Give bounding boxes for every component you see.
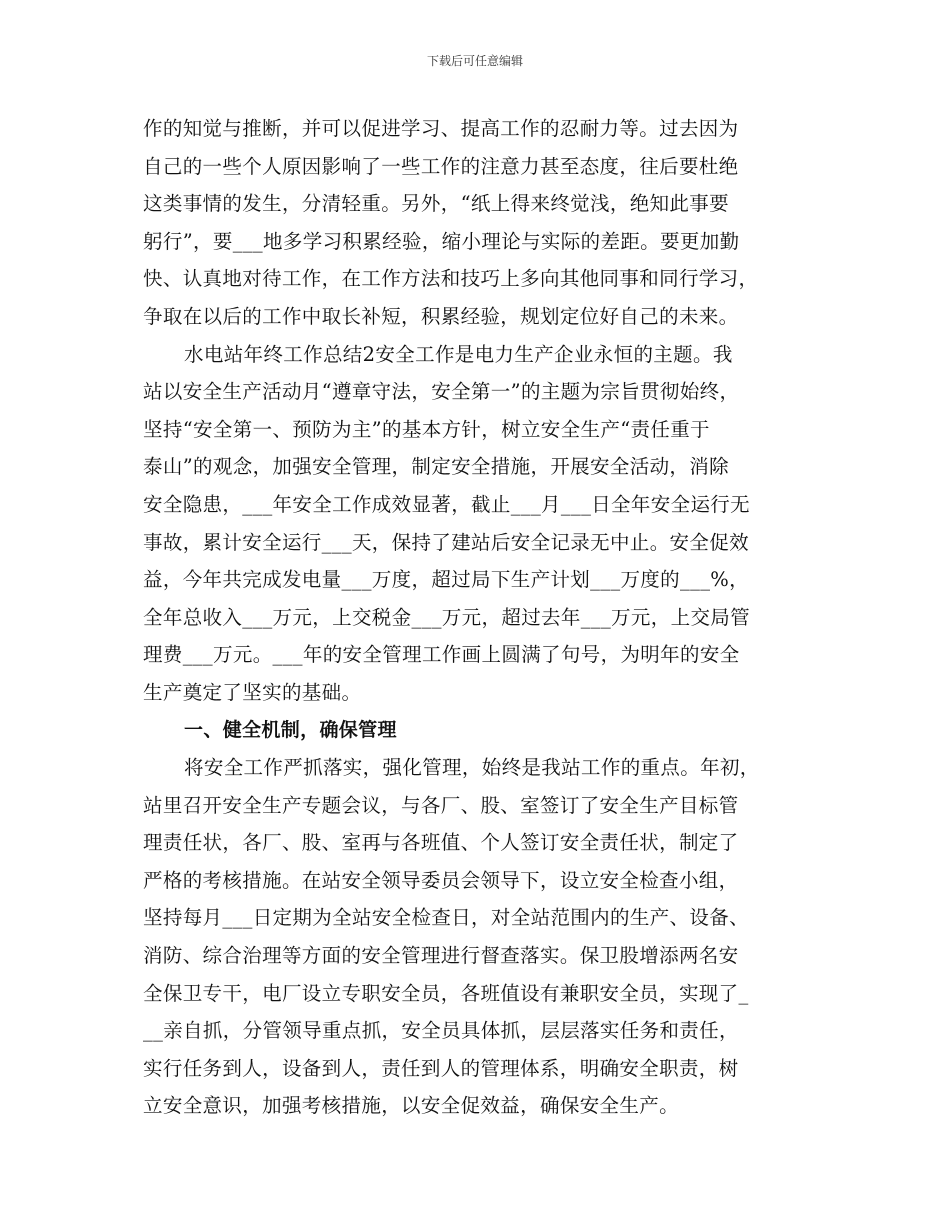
text-line: 作的知觉与推断，并可以促进学习、提高工作的忍耐力等。过去因为 bbox=[143, 117, 739, 140]
text-line: __亲自抓，分管领导重点抓，安全员具体抓，层层落实任务和责任， bbox=[143, 1019, 739, 1043]
page-header: 下载后可任意编辑 bbox=[426, 54, 523, 68]
text-line: 安全隐患，___年安全工作成效显著，截止___月___日全年安全运行无 bbox=[143, 492, 751, 516]
text-line: 坚持每月___日定期为全站安全检查日，对全站范围内的生产、设备、 bbox=[143, 906, 749, 930]
text-line: 自己的一些个人原因影响了一些工作的注意力甚至态度，往后要杜绝 bbox=[143, 154, 739, 178]
text-line: 益，今年共完成发电量___万度，超过局下生产计划___万度的___%， bbox=[143, 568, 750, 592]
text-line: 这类事情的发生，分清轻重。另外，“纸上得来终觉浅，绝知此事要 bbox=[143, 192, 729, 216]
text-line: 理责任状，各厂、股、室再与各班值、个人签订安全责任状，制定了 bbox=[143, 831, 739, 855]
text-line: 事故，累计安全运行___天，保持了建站后安全记录无中止。安全促效 bbox=[143, 530, 749, 554]
paragraph-start-line: 水电站年终工作总结2安全工作是电力生产企业永恒的主题。我 bbox=[184, 342, 733, 366]
text-line: 快、认真地对待工作，在工作方法和技巧上多向其他同事和同行学习， bbox=[143, 267, 759, 291]
text-line: 争取在以后的工作中取长补短，积累经验，规划定位好自己的未来。 bbox=[143, 304, 739, 328]
text-line: 躬行”，要___地多学习积累经验，缩小理论与实际的差距。要更加勤 bbox=[143, 229, 740, 253]
text-line: 泰山”的观念，加强安全管理，制定安全措施，开展安全活动，消除 bbox=[143, 455, 729, 479]
document-body bbox=[143, 110, 811, 1125]
paragraph-start-line: 将安全工作严抓落实，强化管理，始终是我站工作的重点。年初， bbox=[184, 756, 760, 780]
text-line: 全年总收入___万元，上交税金___万元，超过去年___万元，上交局管 bbox=[143, 605, 751, 629]
text-line: 坚持“安全第一、预防为主”的基本方针，树立安全生产“责任重于 bbox=[143, 417, 710, 441]
text-line: 站里召开安全生产专题会议，与各厂、股、室签订了安全生产目标管 bbox=[143, 793, 739, 817]
text-line: 立安全意识，加强考核措施，以安全促效益，确保安全生产。 bbox=[143, 1094, 679, 1118]
text-line: 实行任务到人，设备到人，责任到人的管理体系，明确安全职责，树 bbox=[143, 1056, 739, 1080]
text-line: 生产奠定了坚实的基础。 bbox=[143, 680, 362, 704]
text-line: 站以安全生产活动月“遵章守法，安全第一”的主题为宗旨贯彻始终， bbox=[143, 380, 740, 404]
text-line: 消防、综合治理等方面的安全管理进行督查落实。保卫股增添两名安 bbox=[143, 944, 739, 968]
text-line: 全保卫专干，电厂设立专职安全员，各班值设有兼职安全员，实现了_ bbox=[143, 981, 749, 1005]
text-line: 理费___万元。___年的安全管理工作画上圆满了句号，为明年的安全 bbox=[143, 643, 740, 667]
section-heading: 一、健全机制，确保管理 bbox=[184, 718, 397, 741]
text-line: 严格的考核措施。在站安全领导委员会领导下，设立安全检查小组， bbox=[143, 868, 739, 892]
